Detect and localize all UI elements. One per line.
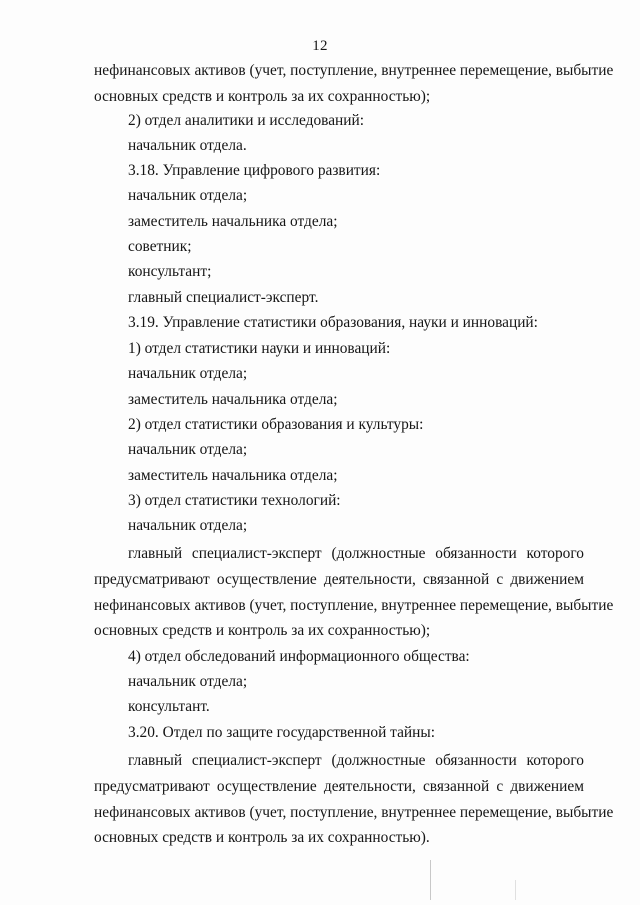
word: которого bbox=[526, 752, 584, 769]
section-heading: 3.19. Управление статистики образования, науки и инноваций: bbox=[128, 314, 538, 331]
word: с bbox=[496, 778, 504, 795]
word: главный bbox=[128, 752, 183, 769]
paragraph-line bbox=[128, 752, 584, 770]
list-item: начальник отдела; bbox=[128, 673, 248, 690]
list-item: заместитель начальника отдела; bbox=[128, 213, 338, 230]
paragraph-line bbox=[94, 571, 584, 589]
list-item: консультант; bbox=[128, 263, 212, 280]
word: главный bbox=[128, 545, 183, 562]
word: движением bbox=[510, 571, 584, 588]
paragraph-line: основных средств и контроль за их сохранностью). bbox=[94, 829, 430, 846]
paragraph-line: нефинансовых активов (учет, поступление, внутреннее перемещение, выбытие bbox=[94, 804, 614, 821]
list-item: 1) отдел статистики науки и инноваций: bbox=[128, 340, 391, 357]
paragraph-line: нефинансовых активов (учет, поступление, внутреннее перемещение, выбытие bbox=[94, 597, 614, 614]
list-item: 2) отдел статистики образования и культуры: bbox=[128, 416, 424, 433]
list-item: начальник отдела; bbox=[128, 517, 248, 534]
word: обязанности bbox=[435, 752, 517, 769]
word: которого bbox=[526, 545, 584, 562]
word: осуществление bbox=[216, 571, 317, 588]
word: связанной bbox=[422, 778, 490, 795]
scan-mark bbox=[515, 880, 516, 900]
list-item: начальник отдела; bbox=[128, 441, 248, 458]
word: специалист-эксперт bbox=[191, 545, 322, 562]
word: осуществление bbox=[216, 778, 317, 795]
list-item: 4) отдел обследований информационного общества: bbox=[128, 648, 470, 665]
list-item: заместитель начальника отдела; bbox=[128, 391, 338, 408]
word: обязанности bbox=[435, 545, 517, 562]
list-item: начальник отдела; bbox=[128, 365, 248, 382]
word: предусматривают bbox=[94, 571, 210, 588]
list-item: советник; bbox=[128, 238, 192, 255]
text-line: нефинансовых активов (учет, поступление, внутреннее перемещение, выбытие bbox=[94, 62, 614, 79]
page-number: 12 bbox=[312, 38, 328, 54]
section-heading: 3.18. Управление цифрового развития: bbox=[128, 162, 381, 179]
word: связанной bbox=[422, 571, 490, 588]
scan-mark bbox=[430, 860, 431, 900]
section-heading: 3.20. Отдел по защите государственной тайны: bbox=[128, 724, 436, 741]
list-item: начальник отдела; bbox=[128, 187, 248, 204]
list-item: заместитель начальника отдела; bbox=[128, 467, 338, 484]
paragraph-line bbox=[128, 545, 584, 563]
paragraph-line bbox=[94, 778, 584, 796]
word: (должностные bbox=[331, 545, 426, 562]
list-item: начальник отдела. bbox=[128, 137, 247, 154]
word: движением bbox=[510, 778, 584, 795]
word: предусматривают bbox=[94, 778, 210, 795]
word: деятельности, bbox=[323, 571, 416, 588]
word: с bbox=[496, 571, 504, 588]
word: деятельности, bbox=[323, 778, 416, 795]
paragraph-line: основных средств и контроль за их сохранностью); bbox=[94, 622, 431, 639]
list-item: главный специалист-эксперт. bbox=[128, 289, 319, 306]
word: специалист-эксперт bbox=[191, 752, 322, 769]
text-line: основных средств и контроль за их сохранностью); bbox=[94, 88, 431, 105]
list-item: 2) отдел аналитики и исследований: bbox=[128, 112, 365, 129]
list-item: консультант. bbox=[128, 698, 210, 715]
list-item: 3) отдел статистики технологий: bbox=[128, 492, 341, 509]
word: (должностные bbox=[331, 752, 426, 769]
